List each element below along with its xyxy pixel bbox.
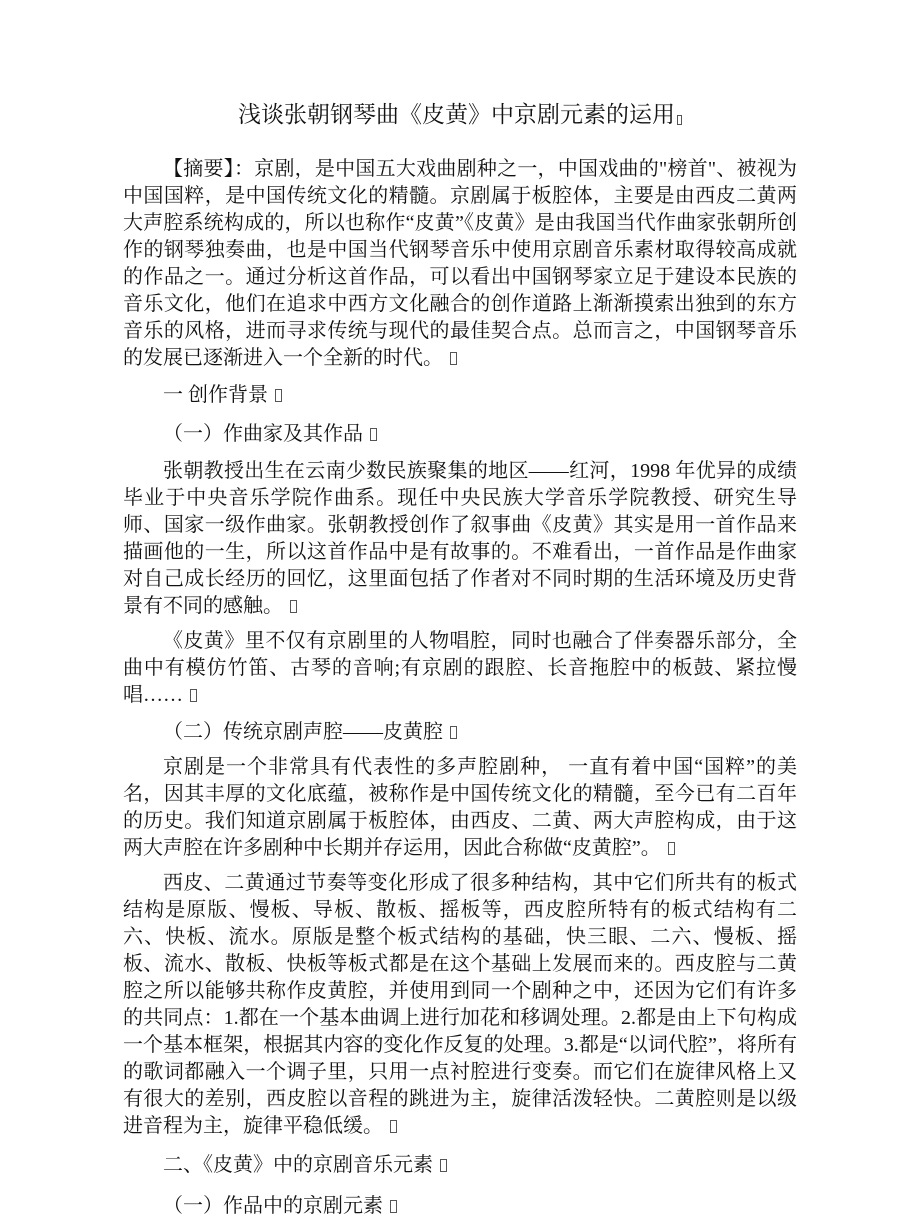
paragraph-mark-icon: [390, 1200, 397, 1213]
paragraph-mark-icon: [370, 428, 377, 441]
paragraph-xipi-erhuang-text: 西皮、二黄通过节奏等变化形成了很多种结构，其中它们所共有的板式结构是原版、慢板、导板、散板、摇板等，西皮腔所特有的板式结构有二六、快板、流水。原版是整个板式结构的基础，快三眼、二六、慢板、摇板、流水、散板、快板等板式都是在这个基础上发展而来的。西皮腔与二黄腔之所以能够共称作皮黄腔，并使用到同一个剧种之中，还因为它们有许多的共同点：1.都在一个基本曲调上进行加花和移调处理。2.都是由上下句构成一个基本框架，根据其内容的变化作反复的处理。3.都是“以词代腔”，将所有的歌词都融入一个调子里，只用一点衬腔进行变奏。而它们在旋律风格上又有很大的差别，西皮腔以音程的跳进为主，旋律活泼轻快。二黄腔则是以级进音程为主，旋律平稳低缓。: [123, 872, 797, 1137]
abstract-text: 【摘要】：京剧，是中国五大戏曲剧种之一，中国戏曲的"榜首"、被视为中国国粹，是中国传统文化的精髓。京剧属于板腔体，主要是由西皮二黄两大声腔系统构成的，所以也称作“皮黄”《皮黄》是由我国当代作曲家张朝所创作的钢琴独奏曲，也是中国当代钢琴音乐中使用京剧音乐素材取得较高成就的作品之一。通过分析这首作品，可以看出中国钢琴家立足于建设本民族的音乐文化，他们在追求中西方文化融合的创作道路上渐渐摸索出独到的东方音乐的风格，进而寻求传统与现代的最佳契合点。总而言之，中国钢琴音乐的发展已逐渐进入一个全新的时代。: [123, 158, 797, 369]
paragraph-mark-icon: [390, 1120, 397, 1133]
section-heading-2: [123, 1152, 797, 1179]
subsection-heading-1-1-text: （一）作曲家及其作品: [163, 423, 363, 445]
paragraph-composer-background-text: 张朝教授出生在云南少数民族聚集的地区——红河，1998 年优异的成绩毕业于中央音乐学院作曲系。现任中央民族大学音乐学院教授、研究生导师、国家一级作曲家。张朝教授创作了叙事曲《皮黄》其实是用一首作品来描画他的一生，所以这首作品中是有故事的。不难看出，一首作品是作曲家对自己成长经历的回忆，这里面包括了作者对不同时期的生活环境及历史背景有不同的感触。: [123, 460, 797, 617]
section-heading-2-text: 二、《皮黄》中的京剧音乐元素: [163, 1154, 433, 1176]
paragraph-composer-background: [123, 458, 797, 620]
subsection-heading-2-1: [123, 1193, 797, 1220]
paragraph-mark-icon: [450, 726, 457, 739]
paragraph-mark-icon: [450, 352, 457, 365]
document-title-text: 浅谈张朝钢琴曲《皮黄》中京剧元素的运用: [238, 102, 675, 127]
paragraph-mark-icon: [440, 1159, 447, 1172]
paragraph-xipi-erhuang: [123, 870, 797, 1140]
paragraph-mark-icon: [190, 689, 197, 702]
paragraph-mark-icon: [290, 600, 297, 613]
paragraph-pihuang-content-text: 《皮黄》里不仅有京剧里的人物唱腔，同时也融合了伴奏器乐部分，全曲中有模仿竹笛、古琴的音响;有京剧的跟腔、长音拖腔中的板鼓、紧拉慢唱……: [123, 630, 797, 706]
section-heading-1-text: 一 创作背景: [163, 384, 268, 406]
subsection-heading-1-1: [123, 421, 797, 448]
subsection-heading-2-1-text: （一）作品中的京剧元素: [163, 1195, 383, 1217]
paragraph-mark-icon: [668, 842, 675, 855]
empty-glyph-box-icon: [677, 115, 682, 125]
paragraph-mark-icon: [275, 389, 282, 402]
paragraph-jingju-intro-text: 京剧是一个非常具有代表性的多声腔剧种， 一直有着中国“国粹”的美名，因其丰厚的文化底蕴，被称作是中国传统文化的精髓，至今已有二百年的历史。我们知道京剧属于板腔体，由西皮、二黄、两大声腔构成，由于这两大声腔在许多剧种中长期并存运用，因此合称做“皮黄腔”。: [123, 756, 797, 859]
subsection-heading-1-2: [123, 719, 797, 746]
abstract-paragraph: [123, 156, 797, 372]
document-title: [123, 100, 797, 130]
subsection-heading-1-2-text: （二）传统京剧声腔——皮黄腔: [163, 721, 443, 743]
paragraph-pihuang-content: [123, 628, 797, 709]
section-heading-1: [123, 382, 797, 409]
paragraph-jingju-intro: [123, 754, 797, 862]
